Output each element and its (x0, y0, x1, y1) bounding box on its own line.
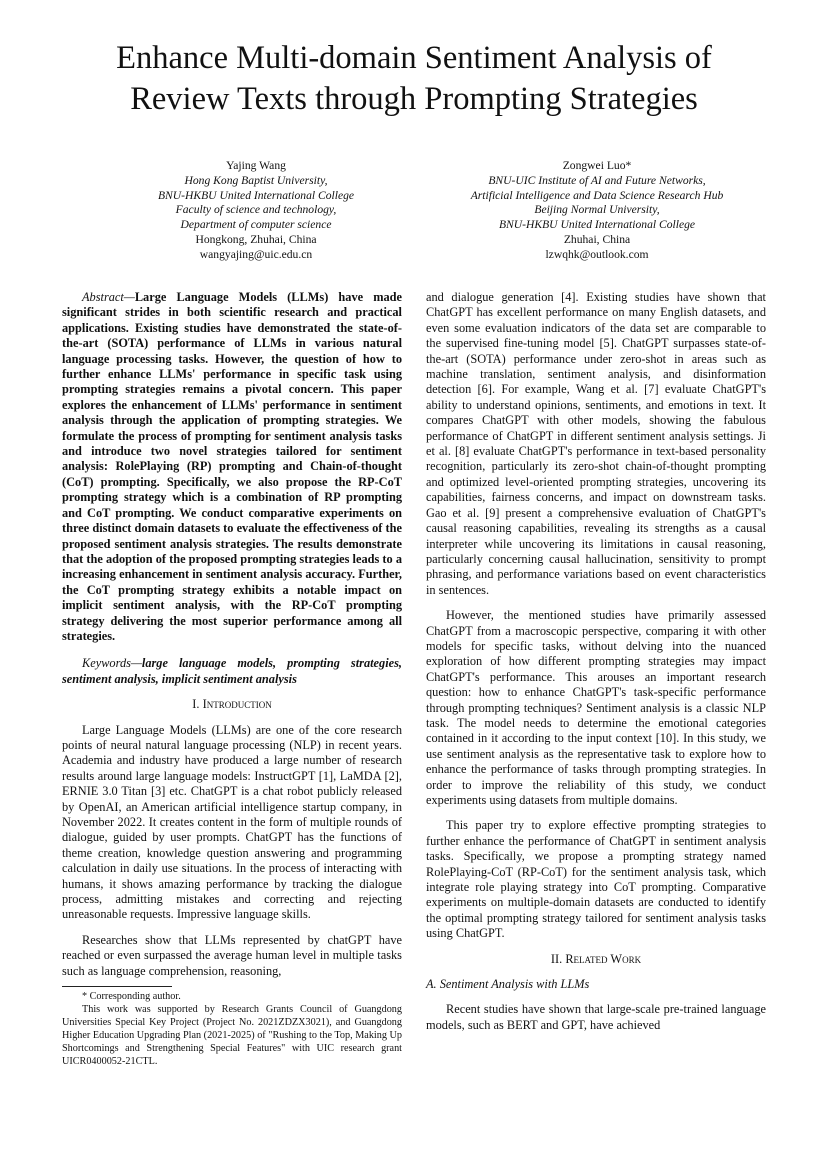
section-number: I. (192, 697, 200, 712)
author-email: wangyajing@uic.edu.cn (199, 247, 313, 261)
abstract-label: Abstract— (82, 290, 135, 304)
author-block-2 (447, 159, 747, 263)
right-column (426, 290, 766, 1033)
title-line-1: Enhance Multi-domain Sentiment Analysis of (116, 40, 712, 76)
author-affiliation: Beijing Normal University, (534, 203, 660, 217)
body-paragraph-2: However, the mentioned studies have primarily assessed ChatGPT from a macroscopic perspective, comparing it with other models for specific tasks, without delving into the nuanced exploration of how different prompting strategies may impact ChatGPT's performance. This arouses an important research question: how to enhance ChatGPT's task-specific performance through prompting techniques? Sentiment analysis is a classic NLP task. The model needs to determine the emotional categories contained in it according to the input context [10]. In this study, we use sentiment analysis as the representative task to explore how to enhance the performance of tasks through prompting strategies. In order to improve the reliability of this study, we conduct experiments using datasets from multiple domains. (426, 608, 766, 807)
subsection-heading: A. Sentiment Analysis with LLMs (426, 977, 590, 992)
section-number: II. (550, 951, 563, 966)
title-line-2: Review Texts through Prompting Strategies (130, 81, 698, 117)
body-paragraph-continued: and dialogue generation [4]. Existing studies have shown that ChatGPT has excellent performance on many English datasets, and even some evaluation indicators of the data set are comparable to the supervised fine-tuning model [5]. ChatGPT surpasses state-of-the-art (SOTA) performance under zero-shot in areas such as machine translation, sentiment analysis, and disinformation detection [6]. For example, Wang et al. [7] evaluate ChatGPT's ability to understand opinions, sentiments, and emotions in text. It compares ChatGPT with other models, showing the fabulous performance of ChatGPT in different sentiment analysis settings. Ji et al. [8] evaluate ChatGPT's performance in text-based personality recognition, particularly its zero-shot chain-of-thought prompting and optimized level-oriented prompting strategies, uncovering its capabilities, fairness concerns, and impact on downstream tasks. Gao et al. [9] present a comprehensive evaluation of ChatGPT's causal reasoning capabilities, revealing its strengths as a causal interpreter while uncovering its limitations in causal reasoning, particularly concerning causal hallucination, sensitivity to prompt phrasing, and performance variations based on event characteristics in sentences. (426, 290, 766, 597)
paper-title (60, 38, 768, 120)
footnote (62, 986, 402, 1068)
author-block-1 (106, 159, 406, 263)
author-affiliation: Artificial Intelligence and Data Science Research Hub (470, 188, 724, 202)
keywords-label: Keywords— (82, 656, 142, 671)
section-heading-introduction (62, 697, 402, 712)
author-affiliation: Department of computer science (180, 218, 332, 232)
section-title: Related Work (565, 951, 642, 966)
author-name: Zongwei Luo* (562, 159, 632, 172)
footnote-rule (62, 986, 172, 987)
author-location: Hongkong, Zhuhai, China (195, 232, 317, 246)
keywords (62, 656, 402, 687)
author-email: lzwqhk@outlook.com (545, 247, 649, 261)
author-affiliation: BNU-HKBU United International College (157, 188, 355, 202)
footnote-funding: This work was supported by Research Grants Council of Guangdong Universities Special Key Project (Project No. 2021ZDZX3021), and Guangdong Higher Education Upgrading Plan (2021-2025) of "Rushing to the Top, Making Up Shortcomings and Strengthening Special Features" with UIC research grant UICR0400052-21CTL. (62, 1004, 402, 1067)
abstract-text: Large Language Models (LLMs) have made significant strides in both scientific research and practical applications. Existing studies have demonstrated the state-of-the-art (SOTA) performance of LLMs in various natural language processing tasks. However, the question of how to further enhance LLMs' performance in specific task using prompting strategies remains a pivotal concern. This paper explores the enhancement of LLMs' performance in sentiment analysis through the application of prompting strategies. We formulate the process of prompting for sentiment analysis tasks and introduce two novel strategies tailored for sentiment analysis: RolePlaying (RP) prompting and Chain-of-thought (CoT) prompting. Specifically, we also propose the RP-CoT prompting strategy which is a combination of RP prompting and CoT prompting. We conduct comparative experiments on three distinct domain datasets to evaluate the effectiveness of the proposed sentiment analysis strategies. The results demonstrate that the adoption of the proposed prompting strategies leads to a increasing enhancement in sentiment analysis accuracy. Further, the CoT prompting strategy exhibits a notable impact on implicit sentiment analysis, with the RP-CoT prompting strategy delivering the most superior performance among all strategies. (62, 290, 402, 643)
author-affiliation: Hong Kong Baptist University, (184, 173, 328, 187)
author-affiliation: BNU-UIC Institute of AI and Future Networks, (488, 173, 706, 187)
author-affiliation: Faculty of science and technology, (175, 203, 337, 217)
intro-paragraph-2: Researches show that LLMs represented by chatGPT have reached or even surpassed the average human level in multiple tasks such as language comprehension, reasoning, (62, 932, 402, 978)
left-column (62, 290, 402, 979)
intro-paragraph-1: Large Language Models (LLMs) are one of the core research points of neural natural language processing (NLP) in recent years. Academia and industry have produced a large number of research results around large language models: InstructGPT [1], LaMDA [2], ERNIE 3.0 Titan [3] etc. ChatGPT is a chat robot publicly released by OpenAI, an American artificial intelligence startup company, in November 2022. It creates content in the form of multiple rounds of dialogue, guided by user prompts. ChatGPT has the functions of theme creation, knowledge question answering and programming calculation in daily use situations. In the process of interacting with humans, it shows amazing performance by tracking the dialogue process, admitting mistakes and correcting and rejecting unreasonable requests. Impressive language skills. (62, 722, 402, 922)
keywords-text: large language models, prompting strategies, sentiment analysis, implicit sentiment analysis (62, 656, 402, 686)
body-paragraph-4: Recent studies have shown that large-scale pre-trained language models, such as BERT and GPT, have achieved (426, 1002, 766, 1032)
section-title: Introduction (202, 697, 272, 712)
author-affiliation: BNU-HKBU United International College (498, 218, 696, 232)
author-name: Yajing Wang (226, 159, 286, 172)
section-heading-related-work (426, 952, 766, 967)
body-paragraph-3: This paper try to explore effective prompting strategies to further enhance the performance of ChatGPT in sentiment analysis tasks. Specifically, we propose a prompting strategy named RolePlaying-CoT (RP-CoT) for the sentiment analysis task, which integrate role playing strategy into CoT prompting. Comparative experiments on multiple-domain datasets are conducted to identify the optimal prompting strategy tailored for sentiment analysis tasks using ChatGPT. (426, 818, 766, 941)
footnote-corresponding: * Corresponding author. (82, 991, 181, 1002)
author-location: Zhuhai, China (563, 232, 631, 246)
abstract (62, 290, 402, 644)
